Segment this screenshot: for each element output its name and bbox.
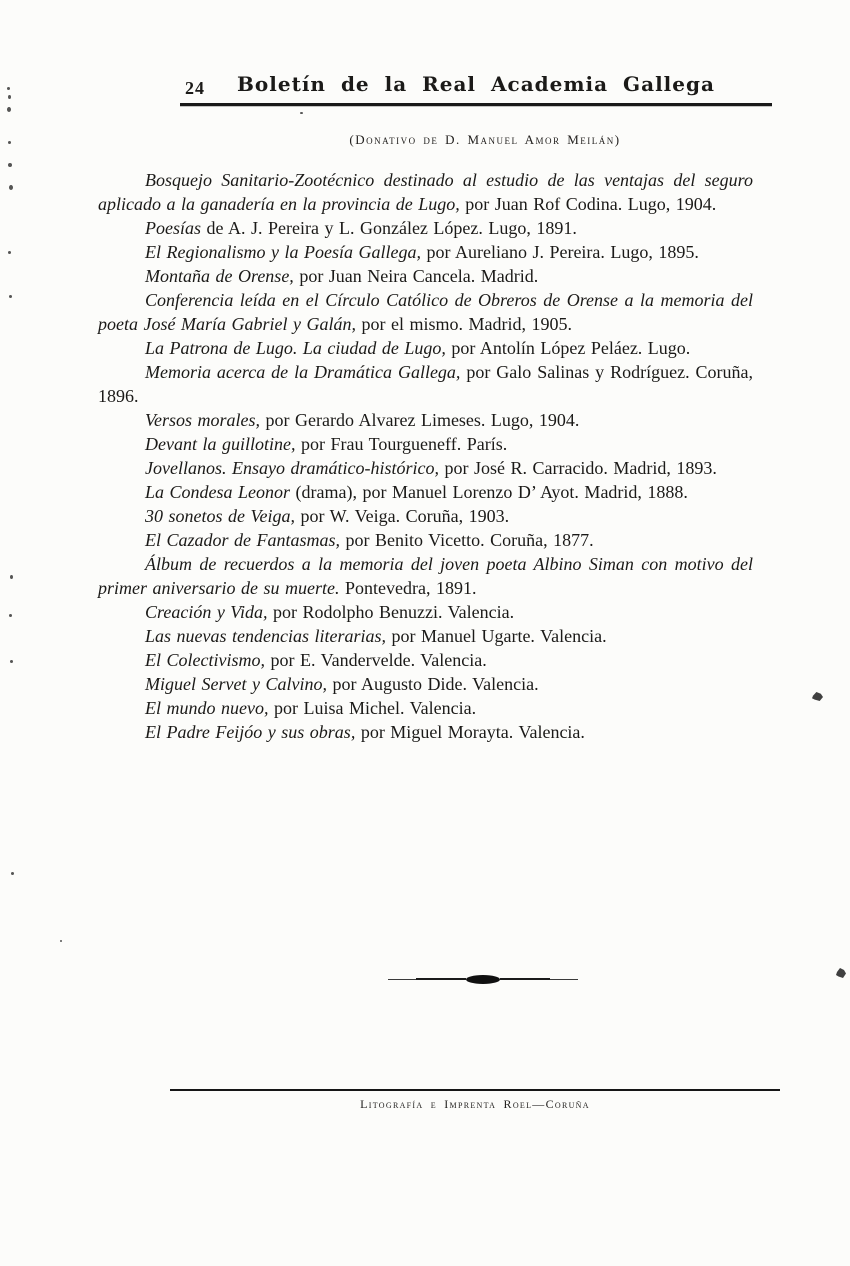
- entry-title: Conferencia leída en el Círculo Católico de Obreros de Orense a la memoria del poeta José María Gabriel y Galán,: [98, 290, 753, 334]
- entry-title: El Colectivismo,: [145, 650, 265, 670]
- scan-speckle: [7, 107, 11, 112]
- entry-detail: por Augusto Dide. Valencia.: [326, 674, 539, 694]
- divider-line-right-tip: [550, 979, 578, 980]
- journal-title: Boletín de la Real Academia Gallega: [237, 72, 715, 96]
- divider-line-left-tip: [388, 979, 416, 980]
- bibliography-entry: [98, 504, 753, 528]
- entry-title: Jovellanos. Ensayo dramático-histórico,: [145, 458, 439, 478]
- entry-detail: por Manuel Ugarte. Valencia.: [385, 626, 607, 646]
- divider-line-right: [500, 978, 550, 980]
- entry-title: Poesías: [145, 218, 201, 238]
- divider-line-left: [416, 978, 466, 980]
- bibliography-entry: [98, 528, 753, 552]
- donation-heading: (Donativo de D. Manuel Amor Meilán): [349, 132, 621, 147]
- entry-detail: por E. Vandervelde. Valencia.: [264, 650, 487, 670]
- scan-speckle: [10, 575, 13, 579]
- bibliography-entry: [98, 624, 753, 648]
- divider-diamond-ornament: [466, 975, 500, 984]
- bibliography-entry: [98, 216, 753, 240]
- bibliography-list: [98, 168, 753, 744]
- bibliography-entry: [98, 432, 753, 456]
- scan-speckle: [11, 872, 14, 875]
- bibliography-entry: [98, 408, 753, 432]
- scan-speckle: [9, 614, 12, 617]
- entry-title: Versos morales,: [145, 410, 261, 430]
- ink-smudge: [836, 968, 846, 978]
- entry-title: Creación y Vida,: [145, 602, 268, 622]
- scan-speckle: [8, 163, 12, 167]
- bibliography-entry: [98, 600, 753, 624]
- entry-title: Miguel Servet y Calvino,: [145, 674, 327, 694]
- entry-detail: por Luisa Michel. Valencia.: [268, 698, 477, 718]
- scan-speckle: [60, 940, 62, 942]
- entry-detail: por Juan Neira Cancela. Madrid.: [293, 266, 539, 286]
- entry-title: Devant la guillotine,: [145, 434, 296, 454]
- entry-title: Álbum de recuerdos a la memoria del joven poeta Albino Siman con motivo del primer aniversario de su muerte.: [98, 554, 753, 598]
- entry-detail: por José R. Carracido. Madrid, 1893.: [438, 458, 717, 478]
- entry-title: El Regionalismo y la Poesía Gallega,: [145, 242, 421, 262]
- scan-speckle: [7, 87, 10, 90]
- scan-speckle: [9, 295, 12, 298]
- scan-speckle: [8, 95, 11, 99]
- entry-title: El Padre Feijóo y sus obras,: [145, 722, 356, 742]
- page-number: 24: [185, 78, 205, 98]
- entry-detail: de A. J. Pereira y L. González López. Lugo, 1891.: [201, 218, 577, 238]
- entry-title: Montaña de Orense,: [145, 266, 294, 286]
- ornament-divider: [388, 974, 578, 984]
- bibliography-entry: [98, 456, 753, 480]
- ink-smudge: [812, 692, 823, 701]
- entry-detail: por W. Veiga. Coruña, 1903.: [294, 506, 510, 526]
- entry-detail: por Galo Salinas y Rodríguez. Coruña, 1896.: [98, 362, 753, 406]
- entry-title: La Condesa Leonor: [145, 482, 291, 502]
- entry-title: Bosquejo Sanitario-Zootécnico destinado al estudio de las ventajas del seguro aplicado a la ganadería en la provincia de Lugo,: [98, 170, 753, 214]
- entry-title: 30 sonetos de Veiga,: [145, 506, 295, 526]
- entry-title: Memoria acerca de la Dramática Gallega,: [145, 362, 461, 382]
- bibliography-entry: [98, 696, 753, 720]
- bibliography-entry: [98, 264, 753, 288]
- entry-detail: por el mismo. Madrid, 1905.: [355, 314, 572, 334]
- footer-rule: [170, 1089, 780, 1091]
- scan-speckle: [8, 141, 11, 144]
- bibliography-entry: [98, 240, 753, 264]
- entry-detail: por Gerardo Alvarez Limeses. Lugo, 1904.: [260, 410, 580, 430]
- header-rule: [180, 103, 772, 106]
- scan-speckle: [10, 660, 13, 663]
- entry-detail: por Rodolpho Benuzzi. Valencia.: [267, 602, 515, 622]
- bibliography-entry: [98, 648, 753, 672]
- entry-title: El mundo nuevo,: [145, 698, 269, 718]
- scan-speckle: [8, 251, 11, 254]
- entry-detail: por Miguel Morayta. Valencia.: [355, 722, 585, 742]
- entry-detail: por Aureliano J. Pereira. Lugo, 1895.: [420, 242, 699, 262]
- printer-imprint: Litografía e Imprenta Roel—Coruña: [360, 1097, 590, 1111]
- entry-title: La Patrona de Lugo. La ciudad de Lugo,: [145, 338, 446, 358]
- entry-title: Las nuevas tendencias literarias,: [145, 626, 386, 646]
- entry-detail: por Benito Vicetto. Coruña, 1877.: [340, 530, 594, 550]
- entry-detail: por Frau Tourgueneff. París.: [295, 434, 508, 454]
- scan-speckle: [300, 112, 303, 114]
- entry-title: El Cazador de Fantasmas,: [145, 530, 341, 550]
- entry-detail: Pontevedra, 1891.: [339, 578, 477, 598]
- entry-detail: (drama), por Manuel Lorenzo D’ Ayot. Madrid, 1888.: [290, 482, 688, 502]
- bibliography-entry: [98, 672, 753, 696]
- entry-detail: por Juan Rof Codina. Lugo, 1904.: [459, 194, 717, 214]
- scan-speckle: [9, 185, 13, 190]
- bibliography-entry: [98, 168, 753, 216]
- bibliography-entry: [98, 480, 753, 504]
- bibliography-entry: [98, 288, 753, 336]
- bibliography-entry: [98, 552, 753, 600]
- entry-detail: por Antolín López Peláez. Lugo.: [445, 338, 691, 358]
- bibliography-entry: [98, 360, 753, 408]
- bibliography-entry: [98, 720, 753, 744]
- bibliography-entry: [98, 336, 753, 360]
